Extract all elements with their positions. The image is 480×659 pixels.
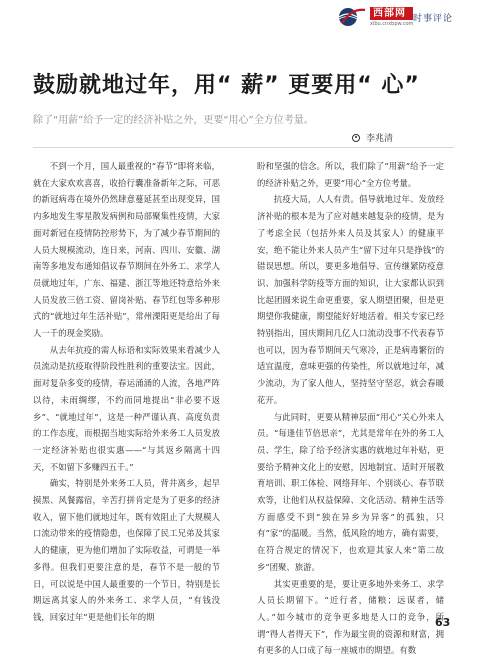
- article-title: 鼓励就地过年，用“ 薪” 更要用“ 心”: [33, 73, 420, 98]
- publication-logo[interactable]: [336, 6, 413, 28]
- divider: [33, 147, 454, 148]
- section-label: 时事评论: [413, 14, 454, 24]
- page-header: [0, 0, 480, 34]
- article-column-left: [33, 158, 220, 626]
- paragraph: 从去年抗疫的需人标语和实际效果来看减少人员流动是抗疫取得阶段性胜利的重要法宝。因此，面对复杂多变的疫情，春运涌涌的人流，各地严阵以待，未雨绸缪，不约而同地提出“非必要不返乡”、“就地过年”，这是一种严谨认真、高度负责的工作态度，而根据当地实际给外来务工人员发放一定经济补贴也很实惠——“与其返乡隔离十四天，不如留下多赚四五千。”: [33, 344, 220, 472]
- paragraph: 与此同时，更要从精神层面“用心”关心外来人员。“每逢佳节倍思亲”，尤其是常年在外的务工人员、学生，除了给予经济实惠的就地过年补贴，更要给予精神文化上的安慰，因地制宜、适时开展教育培训、职工体检、网络拜年、个别谈心、春节联欢等，让他们从权益保障、文化活动、精神生活等方面感受不到“独在异乡为异客”的孤独，只有“家”的温暖。当然，低风险的地方，确有需要，在符合规定的情况下，也欢迎其家人来“第二故乡”团聚、旅游。: [257, 411, 444, 572]
- globe-icon: [336, 6, 366, 28]
- paragraph: 其实更重要的是，要让更多地外来务工、求学人员长期留下。“近行者，储粮；远谋者，储人。”如今城市的竞争更多地是人口的竞争，所谓“得人者得天下”，作为最宝贵的资源和财富，拥有更多的人口成了每一座城市的期望。有数: [257, 578, 444, 656]
- logo-url: xibu.cnxbpw.com: [370, 21, 414, 27]
- paragraph: 确实，特别是外来务工人员，背井离乡，起早摸黑、风餐露宿，辛苦打拼肯定是为了更多的经济收入，留下他们就地过年，既有效阻止了大规模人口流动带来的疫情隐患，也保障了民工兄弟及其家人的健康，更为他们增加了实际收益，可谓是一举多得。但我们更要注意的是，春节不是一般的节日，可以说是中国人最重要的一个节日，特别是长期远离其家人的外来务工、求学人员，“有钱没钱，回家过年”更是他们长年的期: [33, 478, 220, 622]
- logo-wordmark: 西部网: [370, 7, 413, 20]
- paragraph: 盼和坚强的信念。所以，我们除了“用薪”给予一定的经济补贴之外，更要“用心”全方位考量。: [257, 161, 444, 188]
- author-byline: [352, 131, 393, 144]
- article-subtitle: 除了“用薪”给予一定的经济补贴之外，更要“用心”全方位考量。: [33, 115, 314, 126]
- article-column-right: [257, 158, 444, 659]
- paragraph: 不到一个月，国人最重视的“春节”即将来临，就在大家欢欢喜喜，收拾行囊准备新年之际，可恶的新冠病毒在境外仍然肆意蔓延甚至出现变异，国内多地发生零星散发病例和局部聚集性疫情，大家面对新冠在疫情防控形势下，为了减少春节期间的人员大规模流动，连日来，河南、四川、安徽、湖南等多地发布通知倡议春节期间在外务工、求学人员就地过年，广东、福建、浙江等地还特意给外来人员发放三倍工资、留岗补贴、春节红包等多种形式的“就地过年生活补贴”，常州溧阳更是给出了每人一千的现金奖励。: [33, 161, 220, 339]
- target-icon: [352, 134, 360, 142]
- author-name: 李兆清: [366, 134, 394, 144]
- page-number: 63: [435, 616, 451, 629]
- paragraph: 抗疫大局，人人有责。倡导就地过年、发放经济补贴的根本是为了应对越来越复杂的疫情，是为了考虑全民（包括外来人员及其家人）的健康平安，绝不能让外来人员产生“留下过年只是挣钱”的错误思想。所以，要更多地倡导、宣传继紧防疫意识、加强科学防疫等方面的知识，让大家都认识到比起团圆来说生命更重要，家人期望团聚，但是更期望你我健康，期望能好好地活着。相关专家已经特别指出，国庆期间几亿人口流动没事不代表春节也可以，因为春节期间天气寒冷，正是病毒繁衍的适宜温度，意味更强的传染性，所以就地过年，减少流动，为了家人他人，坚持坚守坚忍，就会春暖花开。: [257, 194, 444, 405]
